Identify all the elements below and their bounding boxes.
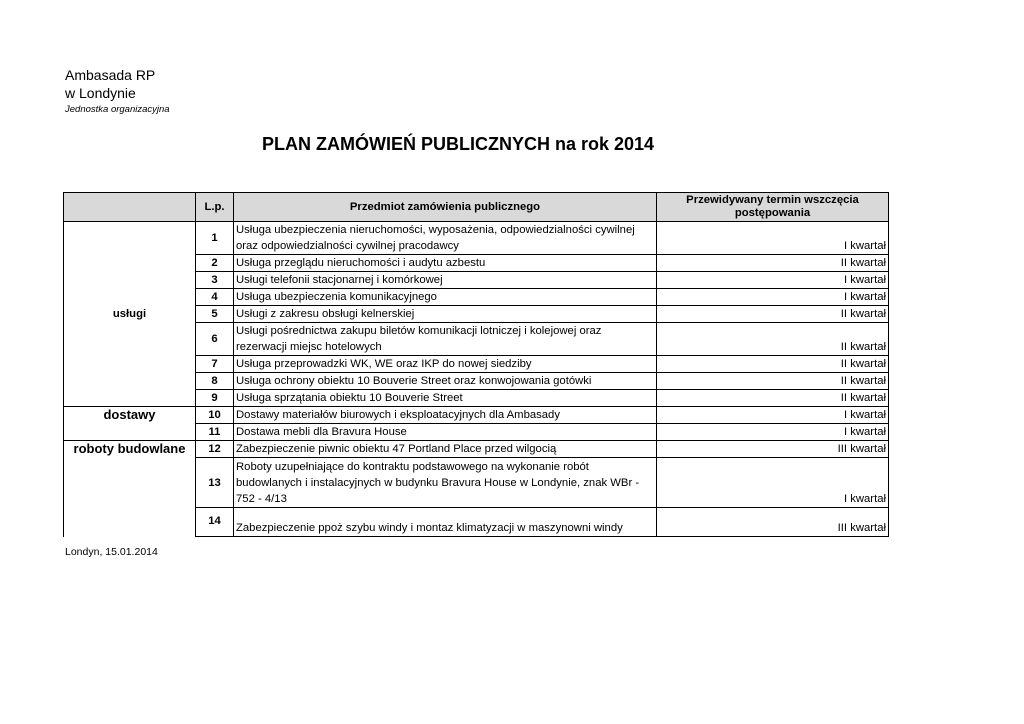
row-lp: 10 xyxy=(196,407,234,424)
document-title: PLAN ZAMÓWIEŃ PUBLICZNYCH na rok 2014 xyxy=(262,134,655,154)
row-lp: 6 xyxy=(196,323,234,356)
row-subject: Usługa przeglądu nieruchomości i audytu azbestu xyxy=(234,255,657,272)
row-term: II kwartał xyxy=(657,356,889,373)
header-lp: L.p. xyxy=(196,193,234,222)
row-lp: 11 xyxy=(196,424,234,441)
procurement-plan-table xyxy=(63,192,889,537)
row-term: III kwartał xyxy=(657,441,889,458)
row-subject: Usługi z zakresu obsługi kelnerskiej xyxy=(234,306,657,323)
category-uslugi: usługi xyxy=(64,222,196,407)
row-subject: Usługa ochrony obiektu 10 Bouverie Street oraz konwojowania gotówki xyxy=(234,373,657,390)
row-subject: Usługi telefonii stacjonarnej i komórkowej xyxy=(234,272,657,289)
organization-caption: Jednostka organizacyjna xyxy=(65,104,170,115)
row-term: I kwartał xyxy=(657,222,889,255)
row-term: II kwartał xyxy=(657,306,889,323)
row-term: I kwartał xyxy=(657,289,889,306)
row-subject: Usługa ubezpieczenia komunikacyjnego xyxy=(234,289,657,306)
row-subject: Dostawa mebli dla Bravura House xyxy=(234,424,657,441)
table-row xyxy=(64,222,889,255)
row-term: III kwartał xyxy=(657,508,889,537)
row-term: II kwartał xyxy=(657,390,889,407)
table-row xyxy=(64,407,889,424)
row-term: I kwartał xyxy=(657,407,889,424)
row-term: I kwartał xyxy=(657,458,889,508)
row-lp: 2 xyxy=(196,255,234,272)
row-lp: 8 xyxy=(196,373,234,390)
header-category-cell xyxy=(64,193,196,222)
row-subject: Usługa ubezpieczenia nieruchomości, wyposażenia, odpowiedzialności cywilnej oraz odpowiedzialności cywilnej pracodawcy xyxy=(234,222,657,255)
row-lp: 5 xyxy=(196,306,234,323)
row-subject: Usługa sprzątania obiektu 10 Bouverie Street xyxy=(234,390,657,407)
row-term: II kwartał xyxy=(657,373,889,390)
organization-name-line1: Ambasada RP xyxy=(65,67,156,83)
category-dostawy: dostawy xyxy=(64,407,196,441)
place-and-date: Londyn, 15.01.2014 xyxy=(65,546,158,558)
table-header-row xyxy=(64,193,889,222)
row-lp: 13 xyxy=(196,458,234,508)
row-lp: 9 xyxy=(196,390,234,407)
row-lp: 7 xyxy=(196,356,234,373)
header-term: Przewidywany termin wszczęcia postępowania xyxy=(657,193,889,222)
row-term: I kwartał xyxy=(657,272,889,289)
row-term: II kwartał xyxy=(657,255,889,272)
organization-block xyxy=(65,66,170,117)
table-row xyxy=(64,441,889,458)
row-subject: Usługa przeprowadzki WK, WE oraz IKP do nowej siedziby xyxy=(234,356,657,373)
row-term: II kwartał xyxy=(657,323,889,356)
organization-name-line2: w Londynie xyxy=(65,85,136,101)
row-lp: 12 xyxy=(196,441,234,458)
row-lp: 14 xyxy=(196,508,234,537)
row-subject: Zabezpieczenie ppoż szybu windy i montaz klimatyzacji w maszynowni windy xyxy=(234,508,657,537)
row-lp: 3 xyxy=(196,272,234,289)
row-subject: Zabezpieczenie piwnic obiektu 47 Portland Place przed wilgocią xyxy=(234,441,657,458)
header-subject: Przedmiot zamówienia publicznego xyxy=(234,193,657,222)
row-lp: 1 xyxy=(196,222,234,255)
row-lp: 4 xyxy=(196,289,234,306)
row-subject: Usługi pośrednictwa zakupu biletów komunikacji lotniczej i kolejowej oraz rezerwacji miejsc hotelowych xyxy=(234,323,657,356)
row-subject: Dostawy materiałów biurowych i eksploatacyjnych dla Ambasady xyxy=(234,407,657,424)
category-roboty-budowlane: roboty budowlane xyxy=(64,441,196,537)
row-term: I kwartał xyxy=(657,424,889,441)
row-subject: Roboty uzupełniające do kontraktu podstawowego na wykonanie robót budowlanych i instalacyjnych w budynku Bravura House w Londynie, znak WBr - 752 - 4/13 xyxy=(234,458,657,508)
